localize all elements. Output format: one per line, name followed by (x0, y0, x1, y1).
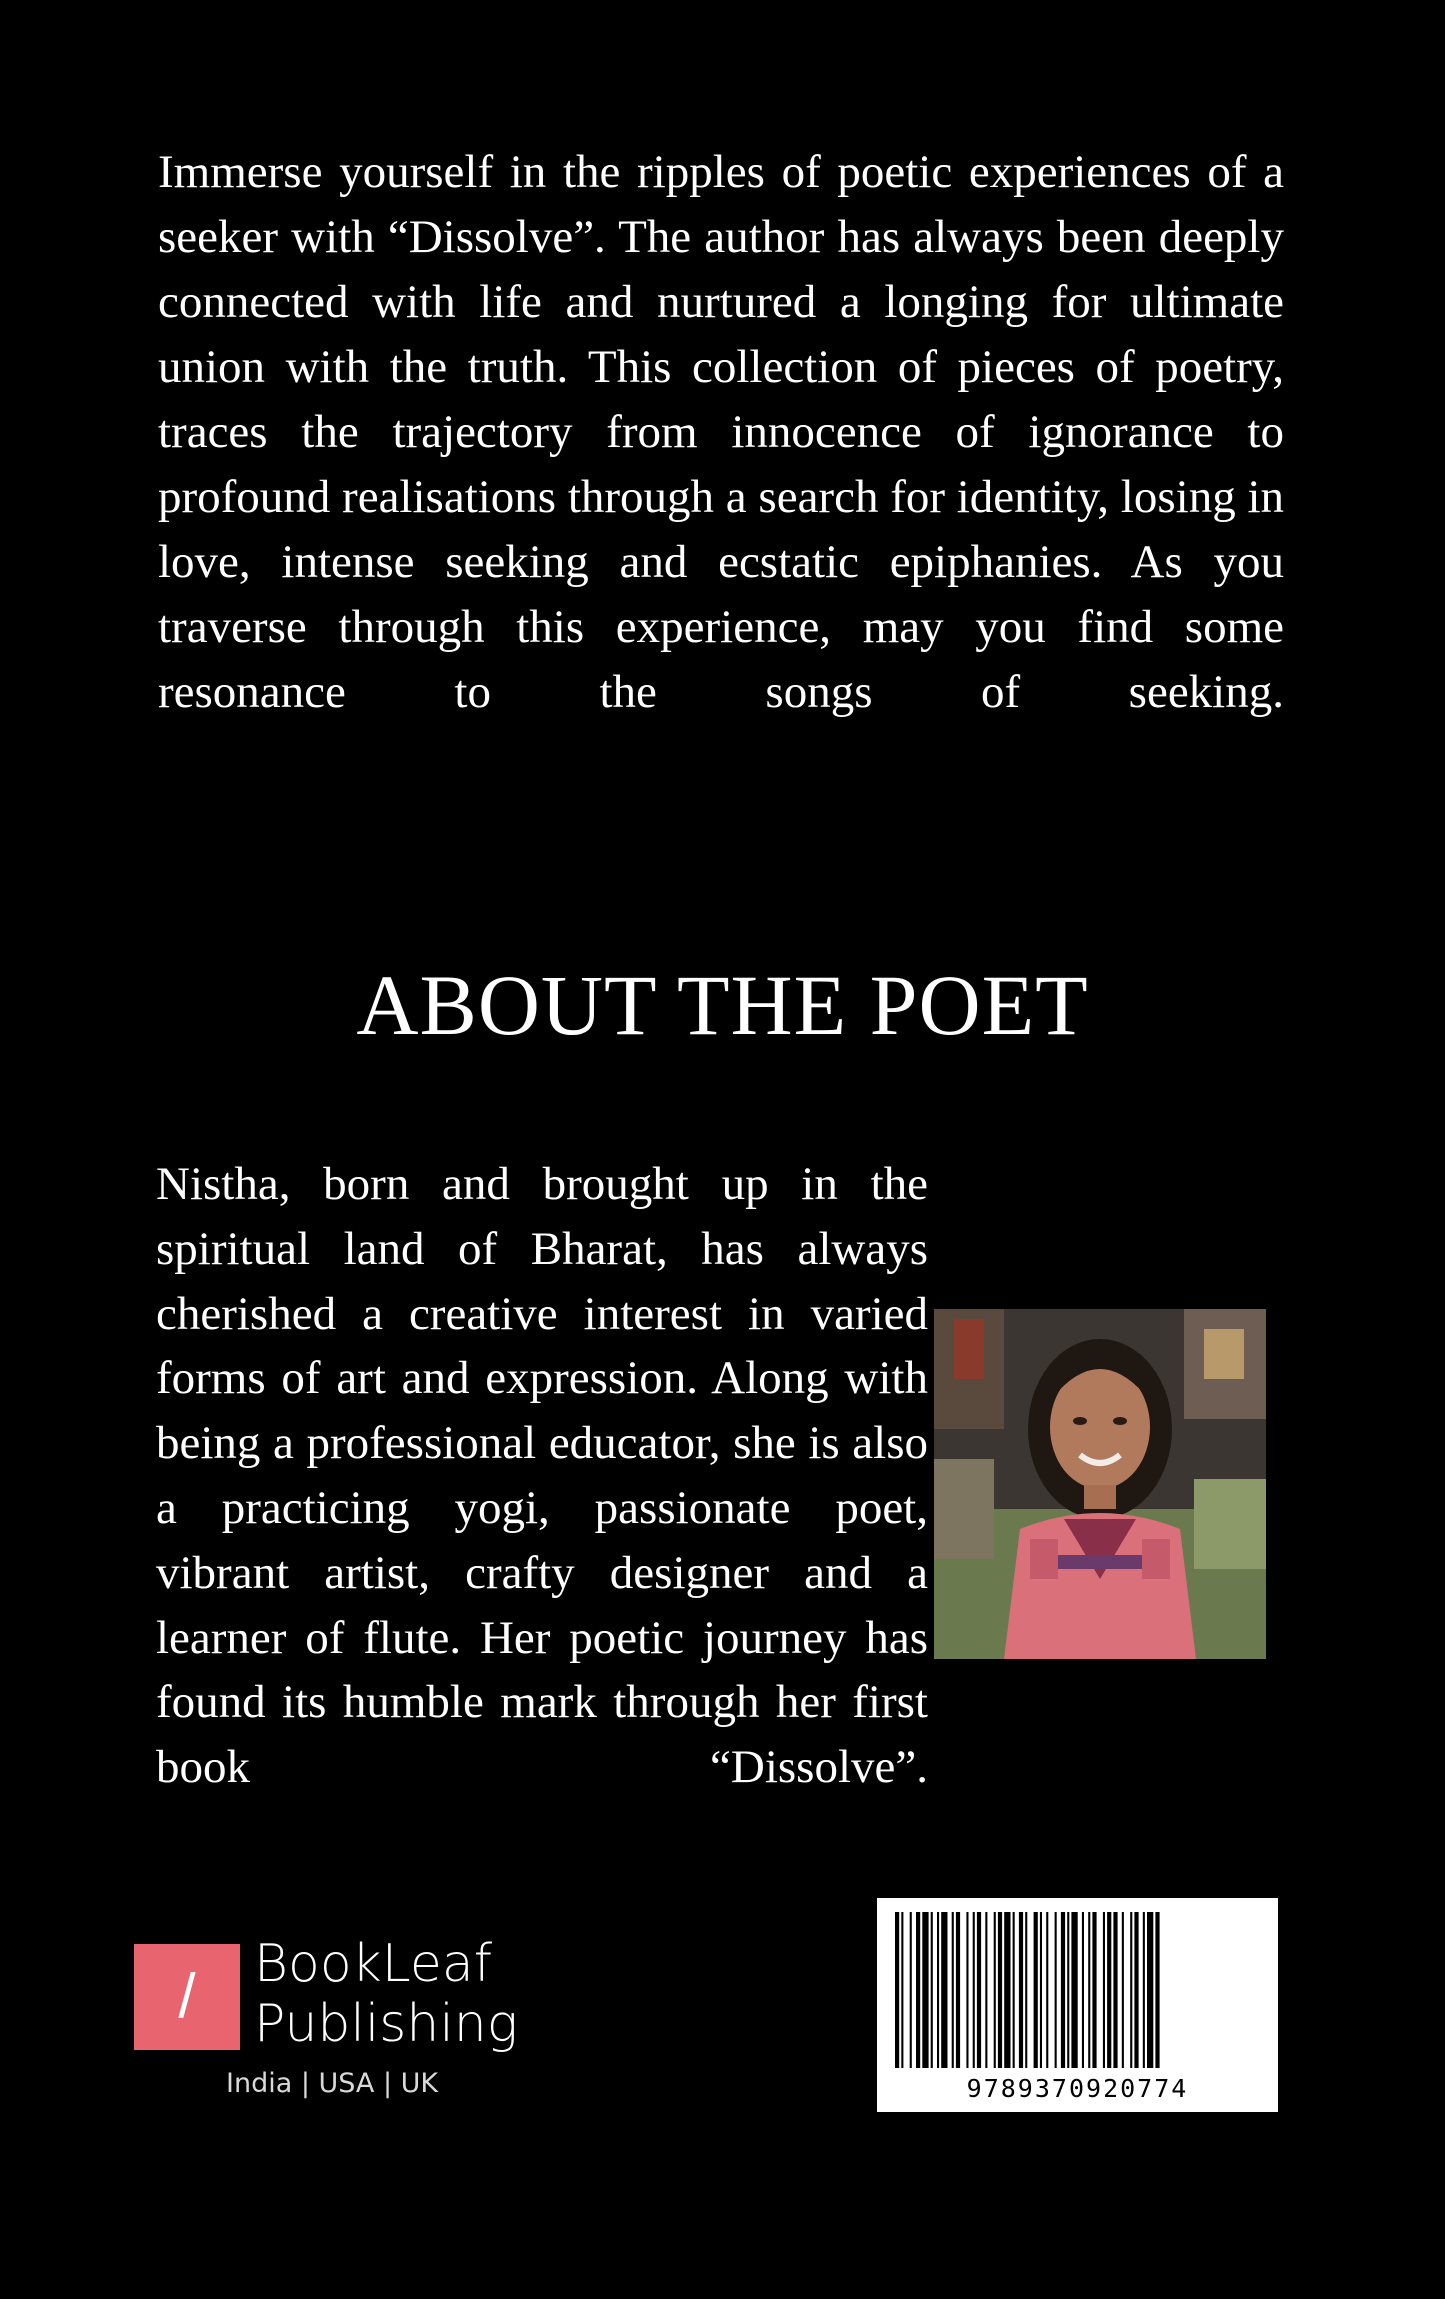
author-photo (934, 1309, 1266, 1659)
publisher-name-line2: Publishing (254, 1994, 518, 2054)
publisher-logo (134, 1934, 554, 2114)
publisher-regions: India | USA | UK (226, 2068, 439, 2099)
publisher-name (254, 1934, 518, 2054)
author-portrait-image (934, 1309, 1266, 1659)
slash-icon: / (178, 1962, 196, 2031)
publisher-name-line1: BookLeaf (254, 1934, 493, 1994)
isbn-barcode (877, 1898, 1278, 2112)
isbn-number: 9789370920774 (966, 2074, 1189, 2103)
about-the-poet-heading: ABOUT THE POET (356, 957, 1089, 1053)
book-blurb: Immerse yourself in the ripples of poetic experiences of a seeker with “Dissolve”. The author has always been deeply connected with life and nurtured a longing for ultimate union with the truth. This collection of pieces of poetry, traces the trajectory from innocence of ignorance to profound realisations through a search for identity, losing in love, intense seeking and ecstatic epiphanies. As you traverse through this experience, may you find some resonance to the songs of seeking. (158, 146, 1285, 718)
poet-bio: Nistha, born and brought up in the spiritual land of Bharat, has always cherished a creative interest in varied forms of art and expression. Along with being a professional educator, she is also a practicing yogi, passionate poet, vibrant artist, crafty designer and a learner of flute. Her poetic journey has found its humble mark through her first book “Dissolve”. (156, 1158, 928, 1794)
